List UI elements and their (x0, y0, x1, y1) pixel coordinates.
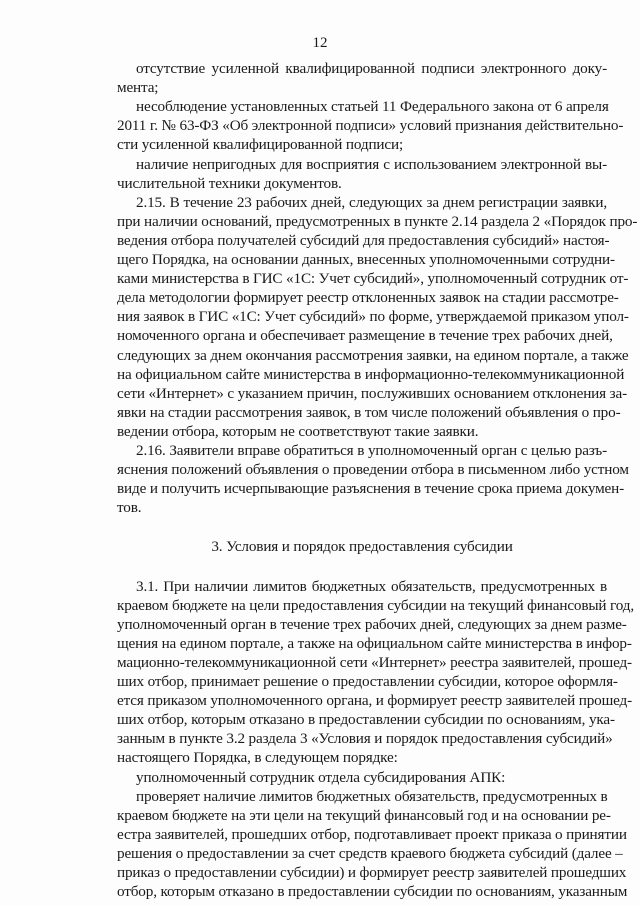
text-line: 2011 г. № 63-ФЗ «Об электронной подписи» условий признания действительно- (117, 117, 624, 135)
text-line: естра заявителей, прошедших отбор, подготавливает проект приказа о принятии (117, 825, 627, 843)
text-line: ется приказом уполномоченного органа, и формирует реестр заявителей прошед- (117, 692, 633, 710)
text-line: тов. (117, 499, 142, 517)
text-line: отбор, которым отказано в предоставлении субсидии по основаниям, указанным (117, 883, 628, 901)
text-line: ния заявок в ГИС «1С: Учет субсидий» по форме, утверждаемой приказом упол- (117, 308, 629, 326)
text-line: числительной техники документов. (117, 174, 342, 192)
text-line: краевом бюджете на цели предоставления субсидии на текущий финансовый год, (117, 596, 634, 614)
text-line: наличие непригодных для восприятия с использованием электронной вы- (136, 155, 607, 173)
text-line: ведения отбора получателей субсидий для предоставления субсидий» настоя- (117, 231, 610, 249)
text-line: краевом бюджете на эти цели на текущий финансовый год и на основании ре- (117, 806, 611, 824)
text-line: на официальном сайте министерства в информационно-телекоммуникационной (117, 365, 625, 383)
text-line: 2.16. Заявители вправе обратиться в уполномоченный орган с целью разъ- (136, 442, 607, 459)
text-line: уполномоченный сотрудник отдела субсидирования АПК: (136, 768, 506, 786)
text-line: следующих за днем окончания рассмотрения заявки, на едином портале, а также (117, 346, 629, 364)
text-line: дела методологии формирует реестр отклоненных заявок на стадии рассмотре- (117, 289, 619, 307)
text-line: отсутствие усиленной квалифицированной подписи электронного доку- (136, 60, 607, 77)
text-line: несоблюдение установленных статьей 11 Федерального закона от 6 апреля (136, 98, 609, 116)
text-line: ших отбор, принимает решение о предоставлении субсидии, которое оформля- (117, 673, 618, 690)
text-line: проверяет наличие лимитов бюджетных обязательств, предусмотренных в (136, 787, 608, 805)
text-line: явки на стадии рассмотрения заявок, в том числе положений объявления о про- (117, 403, 621, 421)
text-line: уполномоченный орган в течение трех рабочих дней, следующих за днем разме- (117, 615, 627, 633)
text-line: ших отбор, которым отказано в предоставлении субсидии по основаниям, ука- (117, 711, 615, 729)
section-heading: 3. Условия и порядок предоставления субсидии (211, 538, 513, 556)
text-line: виде и получить исчерпывающие разъяснения в течение срока приема докумен- (117, 480, 625, 498)
text-line: настоящего Порядка, в следующем порядке: (117, 749, 398, 767)
text-line: приказ о предоставлении субсидии) и формирует реестр заявителей прошедших (117, 864, 627, 881)
text-line: мента; (117, 79, 159, 97)
text-line: ведении отбора, которым не соответствуют такие заявки. (117, 422, 479, 440)
text-line: мационно-телекоммуникационной сети «Интернет» реестра заявителей, прошед- (117, 653, 632, 671)
text-line: занным в пункте 3.2 раздела 3 «Условия и порядок предоставления субсидий» (117, 730, 613, 748)
text-line: 2.15. В течение 23 рабочих дней, следующих за днем регистрации заявки, (136, 193, 607, 211)
text-line: щения на едином портале, а также на официальном сайте министерства в инфор- (117, 634, 632, 652)
text-line: яснения положений объявления о проведении отбора в письменном либо устном (117, 461, 629, 479)
page-number: 12 (312, 35, 328, 51)
text-line: номоченного органа и обеспечивает размещение в течение трех рабочих дней, (117, 327, 613, 345)
text-line: сти усиленной квалифицированной подписи; (117, 136, 404, 154)
text-line: 3.1. При наличии лимитов бюджетных обязательств, предусмотренных в (136, 577, 607, 595)
text-line: щего Порядка, на основании данных, внесенных уполномоченными сотрудни- (117, 251, 615, 268)
text-line: ками министерства в ГИС «1С: Учет субсидий», уполномоченный сотрудник от- (117, 270, 629, 288)
text-line: при наличии оснований, предусмотренных в пункте 2.14 раздела 2 «Порядок про- (117, 212, 638, 230)
text-line: решения о предоставлении за счет средств краевого бюджета субсидий (далее – (117, 844, 623, 862)
text-line: сети «Интернет» с указанием причин, послуживших основанием отклонения за- (117, 384, 627, 402)
